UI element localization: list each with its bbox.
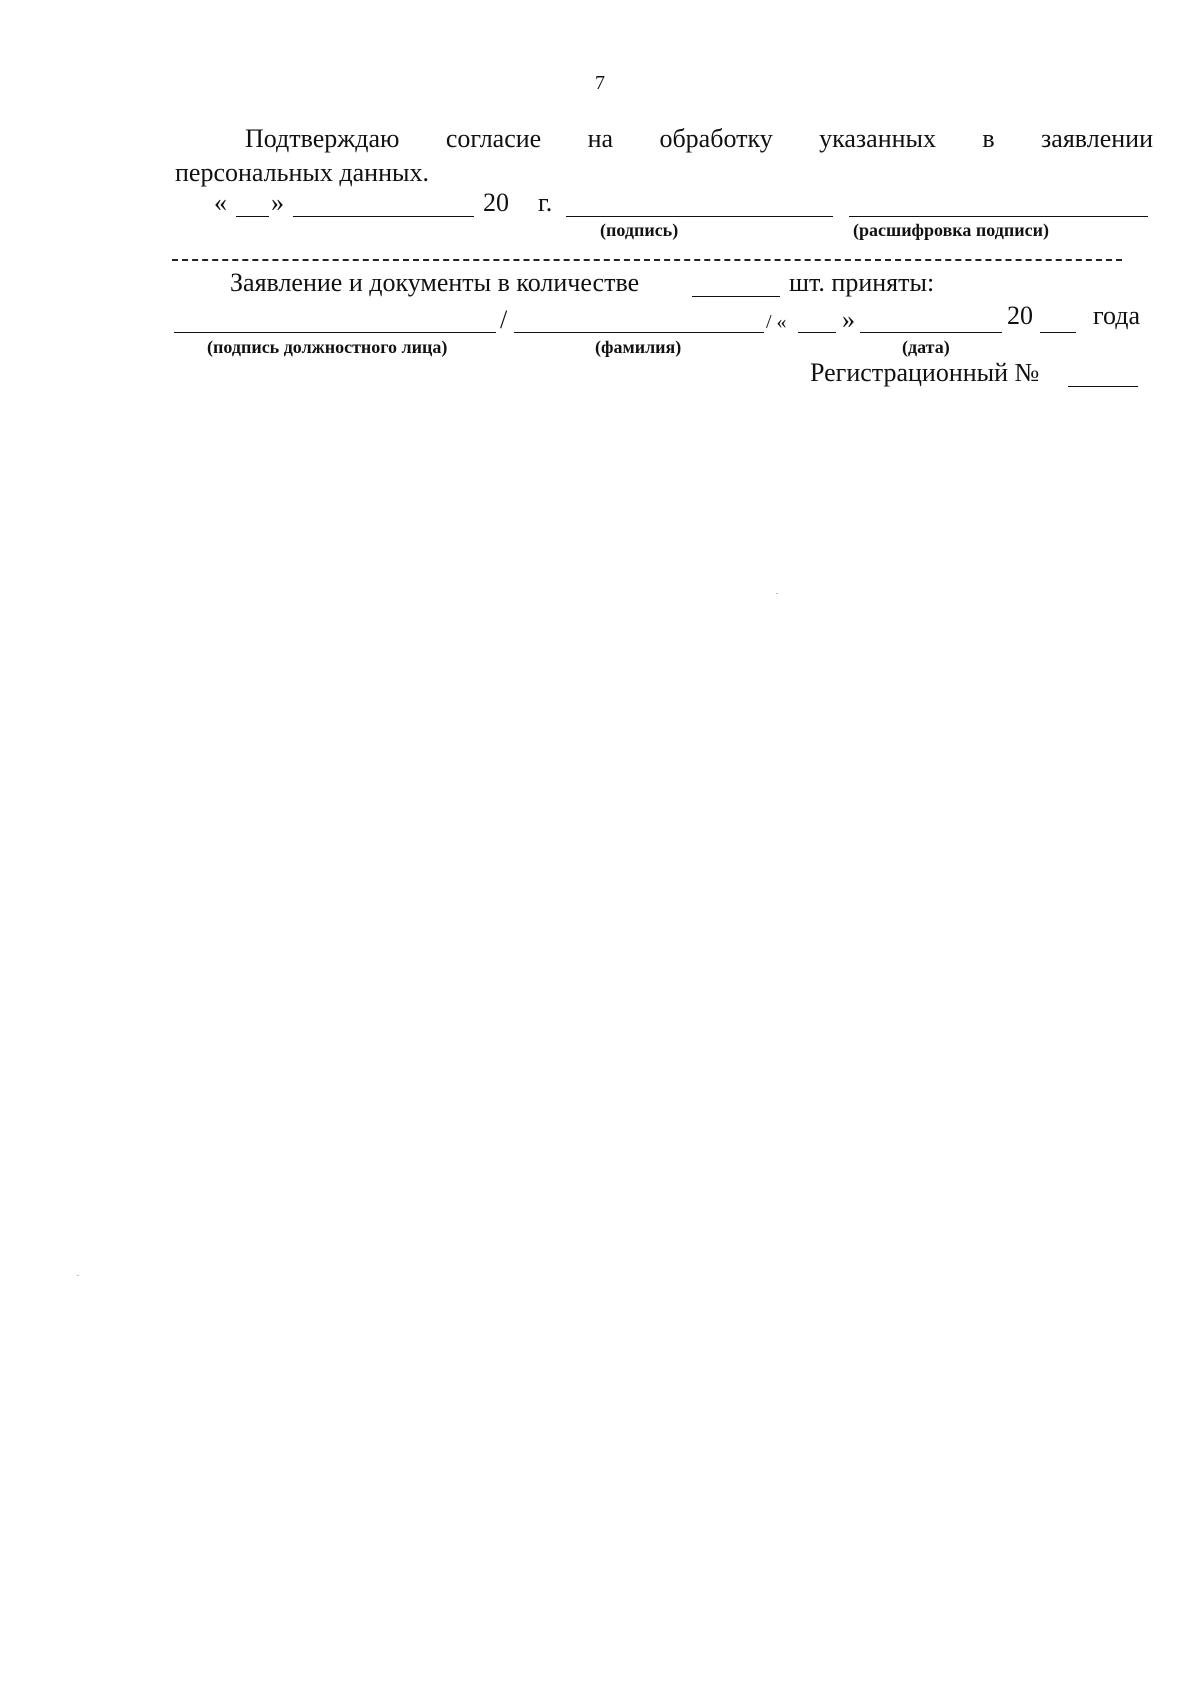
slash-separator: / [500, 305, 508, 334]
acceptance-month-blank[interactable] [860, 332, 1002, 333]
consent-word: обработку [659, 124, 773, 153]
scan-speck [77, 1275, 79, 1276]
day-close-quote: » [271, 188, 284, 217]
official-signature-caption: (подпись должностного лица) [207, 337, 448, 357]
registration-number-label: Регистрационный № [810, 358, 1040, 387]
consent-word: на [587, 124, 614, 153]
month-blank[interactable] [293, 216, 474, 217]
day-open-quote: « [214, 188, 227, 217]
acceptance-day-blank[interactable] [798, 332, 836, 333]
registration-number-blank[interactable] [1068, 386, 1138, 387]
consent-statement-line2: персональных данных. [175, 158, 429, 187]
cut-line-divider [172, 259, 1122, 261]
scan-speck [776, 593, 778, 594]
surname-caption: (фамилия) [595, 337, 682, 357]
surname-blank[interactable] [514, 332, 764, 333]
consent-word: согласие [445, 124, 542, 153]
consent-word: Подтверждаю [245, 124, 400, 153]
consent-word: указанных [819, 124, 936, 153]
signature-decoding-blank[interactable] [849, 216, 1148, 217]
signature-decoding-caption: (расшифровка подписи) [853, 220, 1049, 240]
documents-count-label: Заявление и документы в количестве [230, 268, 640, 297]
page-number: 7 [595, 72, 605, 94]
acceptance-day-close-quote: » [842, 305, 855, 334]
year-suffix: г. [538, 188, 553, 217]
day-blank[interactable] [236, 216, 269, 217]
consent-word: в [982, 124, 995, 153]
date-caption: (дата) [902, 337, 950, 357]
signature-blank[interactable] [566, 216, 833, 217]
slash-quote-separator: / « [766, 311, 787, 333]
acceptance-year-prefix: 20 [1007, 301, 1033, 330]
documents-count-blank[interactable] [692, 296, 780, 297]
consent-word: заявлении [1041, 124, 1153, 153]
documents-accepted-label: шт. приняты: [789, 268, 935, 297]
acceptance-year-word: года [1093, 301, 1141, 330]
official-signature-blank[interactable] [174, 332, 496, 333]
year-prefix: 20 [483, 188, 509, 217]
consent-statement-line1 [175, 124, 1153, 154]
acceptance-year-blank[interactable] [1040, 332, 1076, 333]
signature-caption: (подпись) [600, 220, 679, 240]
